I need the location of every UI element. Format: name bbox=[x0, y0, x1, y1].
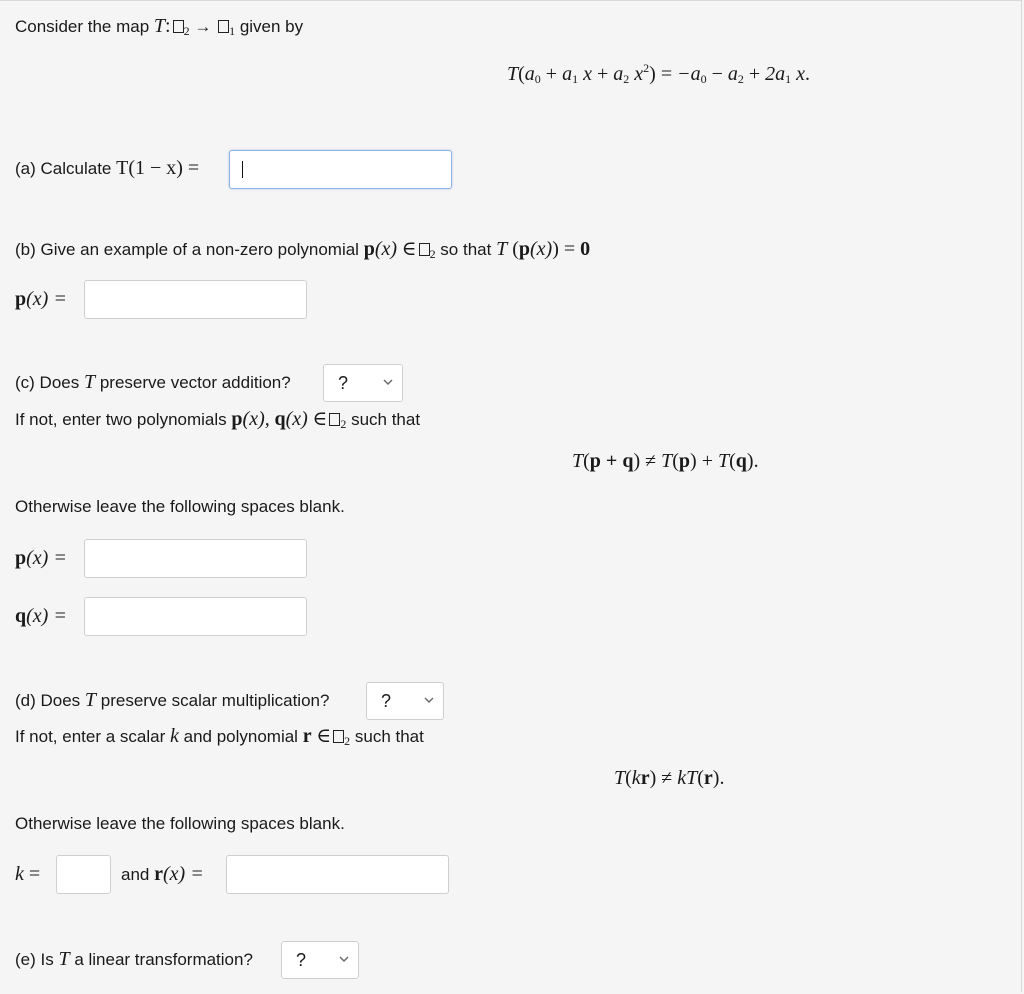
part-e-T: T bbox=[58, 948, 70, 970]
part-d-r-label-bold: r bbox=[154, 863, 163, 885]
part-c-post: preserve vector addition? bbox=[99, 373, 291, 392]
def-x2-sup: 2 bbox=[643, 61, 650, 75]
ineq-open3: ( bbox=[729, 450, 736, 472]
part-d-select-value: ? bbox=[381, 691, 392, 711]
part-d-space-sub: 2 bbox=[344, 734, 351, 748]
domain-subscript: 2 bbox=[183, 24, 190, 38]
def-open: ( bbox=[518, 63, 525, 85]
def-rhs-a0-sub: 0 bbox=[700, 72, 707, 86]
def-a2-sub: 2 bbox=[623, 72, 630, 86]
intro-suffix: given by bbox=[239, 17, 304, 36]
def-a0-sub: 0 bbox=[534, 72, 541, 86]
part-c-otherwise: Otherwise leave the following spaces blank. bbox=[15, 497, 345, 516]
part-c-if-not-post: such that bbox=[351, 410, 421, 429]
def-x1: x bbox=[578, 63, 592, 85]
def-a1: a bbox=[562, 63, 573, 85]
ineq-T2: T bbox=[661, 450, 673, 472]
part-c-q-label bbox=[15, 605, 67, 628]
part-c-space-sub: 2 bbox=[340, 417, 347, 431]
part-b-cond-open: ( bbox=[507, 238, 519, 260]
polynomial-space-icon bbox=[333, 730, 344, 743]
map-colon: : bbox=[165, 15, 171, 37]
part-b-input-label bbox=[15, 288, 67, 311]
ineq-neq: ≠ bbox=[640, 450, 662, 472]
ineq-close2: ) bbox=[690, 450, 697, 472]
ineq-d-open2: ( bbox=[697, 767, 704, 789]
part-d-post: preserve scalar multiplication? bbox=[100, 691, 330, 710]
def-close: ) bbox=[649, 63, 656, 85]
codomain-subscript: 1 bbox=[229, 24, 236, 38]
polynomial-space-icon bbox=[173, 20, 184, 33]
element-of-icon: ∈ bbox=[401, 238, 417, 260]
def-a0: a bbox=[524, 63, 535, 85]
def-a1-sub: 1 bbox=[572, 72, 579, 86]
part-b-input-p: p bbox=[15, 288, 27, 310]
part-d-select[interactable] bbox=[366, 682, 444, 720]
part-d-k-label-eq: = bbox=[23, 863, 41, 885]
ineq-d-close1: ) bbox=[649, 767, 657, 789]
chevron-down-icon bbox=[382, 376, 394, 388]
part-b-label bbox=[15, 236, 590, 262]
def-rhs-2a: 2a bbox=[765, 63, 786, 85]
part-c-p-input[interactable] bbox=[84, 539, 307, 578]
def-plus2: + bbox=[591, 63, 614, 85]
part-b-mid-text: so that bbox=[440, 240, 492, 259]
chevron-down-icon bbox=[338, 953, 350, 965]
part-c-q-input[interactable] bbox=[84, 597, 307, 636]
ineq-d-neq: ≠ bbox=[656, 767, 678, 789]
chevron-down-icon bbox=[423, 694, 435, 706]
def-rhs-plus: + bbox=[743, 63, 766, 85]
part-d-label bbox=[15, 689, 329, 712]
ineq-T1: T bbox=[572, 450, 584, 472]
part-a-answer-input[interactable] bbox=[229, 150, 452, 189]
part-d-if-not-mid: and polynomial bbox=[183, 727, 298, 746]
ineq-open1: ( bbox=[583, 450, 590, 472]
def-x2: x bbox=[629, 63, 644, 85]
part-e-pre: (e) Is bbox=[15, 950, 54, 969]
part-e-select[interactable] bbox=[281, 941, 359, 979]
text-caret bbox=[242, 161, 243, 178]
ineq-d-T1: T bbox=[614, 767, 626, 789]
ineq-d-kT: kT bbox=[677, 767, 698, 789]
def-plus1: + bbox=[540, 63, 563, 85]
ineq-open2: ( bbox=[672, 450, 679, 472]
ineq-pq: p + q bbox=[589, 450, 634, 472]
part-c-q-arg: (x) bbox=[285, 408, 308, 430]
polynomial-space-icon bbox=[329, 413, 340, 426]
polynomial-space-icon bbox=[419, 243, 430, 256]
intro-line bbox=[15, 15, 303, 39]
part-d-instructions bbox=[15, 723, 424, 749]
part-b-input-arg: (x) = bbox=[26, 288, 67, 310]
part-a-label bbox=[15, 157, 199, 180]
part-b-T: T bbox=[496, 238, 508, 260]
def-rhs-a2-sub: 2 bbox=[737, 72, 744, 86]
part-c-p-label-arg: (x) = bbox=[26, 547, 67, 569]
part-e-post: a linear transformation? bbox=[74, 950, 253, 969]
part-c-instructions bbox=[15, 406, 420, 432]
part-c-inequality bbox=[572, 450, 759, 473]
def-rhs-x: x bbox=[791, 63, 806, 85]
arrow-icon: → bbox=[194, 17, 212, 36]
part-c-q-label-arg: (x) = bbox=[26, 605, 67, 627]
part-d-r: r bbox=[302, 725, 312, 747]
part-b-cond-arg: (x) bbox=[530, 238, 553, 260]
part-c-select-value: ? bbox=[338, 373, 349, 393]
part-e-label bbox=[15, 948, 253, 971]
part-d-if-not-post: such that bbox=[354, 727, 424, 746]
def-equals: = bbox=[655, 63, 678, 85]
part-c-p-label bbox=[15, 547, 67, 570]
part-d-k: k bbox=[169, 725, 179, 747]
ineq-d-open1: ( bbox=[625, 767, 632, 789]
ineq-close1: ) bbox=[633, 450, 641, 472]
part-c-if-not-pre: If not, enter two polynomials bbox=[15, 410, 227, 429]
def-rhs-a2: a bbox=[727, 63, 738, 85]
ineq-p: p bbox=[678, 450, 691, 472]
part-b-p: p bbox=[363, 238, 375, 260]
part-d-r-input[interactable] bbox=[226, 855, 449, 894]
map-definition bbox=[507, 61, 810, 87]
part-c-q: q bbox=[274, 408, 286, 430]
intro-prefix: Consider the map bbox=[15, 17, 150, 36]
part-b-p-arg: (x) bbox=[374, 238, 398, 260]
part-d-and: and bbox=[121, 865, 150, 884]
element-of-icon: ∈ bbox=[316, 725, 332, 747]
def-rhs-a0: −a bbox=[677, 63, 701, 85]
part-c-pre: (c) Does bbox=[15, 373, 80, 392]
ineq-d-r: r bbox=[640, 767, 650, 789]
part-a-text: (a) Calculate bbox=[15, 159, 112, 178]
map-symbol: T bbox=[153, 15, 166, 37]
part-b-answer-input[interactable] bbox=[84, 280, 307, 319]
ineq-d-k: k bbox=[631, 767, 641, 789]
part-d-k-label-var: k bbox=[15, 863, 24, 885]
part-b-space-sub: 2 bbox=[429, 247, 436, 261]
part-b-cond-equals: = bbox=[558, 238, 581, 260]
def-a2: a bbox=[613, 63, 624, 85]
ineq-T3: T bbox=[717, 450, 730, 472]
part-c-p: p bbox=[231, 408, 243, 430]
ineq-close3: ). bbox=[746, 450, 759, 472]
part-d-if-not-pre: If not, enter a scalar bbox=[15, 727, 166, 746]
ineq-d-r2: r bbox=[703, 767, 713, 789]
part-c-label bbox=[15, 371, 291, 394]
def-rhs-a1-sub: 1 bbox=[785, 72, 792, 86]
part-c-select[interactable] bbox=[323, 364, 403, 402]
polynomial-space-icon bbox=[218, 20, 229, 33]
part-d-pre: (d) Does bbox=[15, 691, 81, 710]
ineq-plus: + bbox=[696, 450, 718, 472]
def-period: . bbox=[805, 63, 811, 85]
part-d-T: T bbox=[84, 689, 97, 711]
part-d-otherwise: Otherwise leave the following spaces blank. bbox=[15, 814, 345, 833]
def-rhs-minus: − bbox=[706, 63, 728, 85]
part-d-r-label bbox=[121, 863, 204, 886]
ineq-d-close2: ). bbox=[712, 767, 725, 789]
part-b-cond-close: ) bbox=[552, 238, 559, 260]
part-c-p-label-bold: p bbox=[15, 547, 27, 569]
part-d-r-label-arg: (x) = bbox=[163, 863, 204, 885]
part-d-k-label bbox=[15, 863, 40, 886]
part-b-cond-p: p bbox=[518, 238, 530, 260]
part-c-T: T bbox=[83, 371, 96, 393]
part-b-text: (b) Give an example of a non-zero polynomial bbox=[15, 240, 359, 259]
part-d-k-input[interactable] bbox=[56, 855, 111, 894]
part-c-p-arg: (x), bbox=[242, 408, 270, 430]
part-e-select-value: ? bbox=[296, 950, 307, 970]
part-a-expression: T(1 − x) = bbox=[116, 157, 200, 179]
part-c-q-label-bold: q bbox=[15, 605, 27, 627]
def-T: T bbox=[507, 63, 519, 85]
element-of-icon: ∈ bbox=[312, 408, 328, 430]
part-b-zero-vector: 0 bbox=[580, 238, 591, 260]
part-d-inequality bbox=[614, 767, 724, 790]
ineq-q: q bbox=[735, 450, 747, 472]
